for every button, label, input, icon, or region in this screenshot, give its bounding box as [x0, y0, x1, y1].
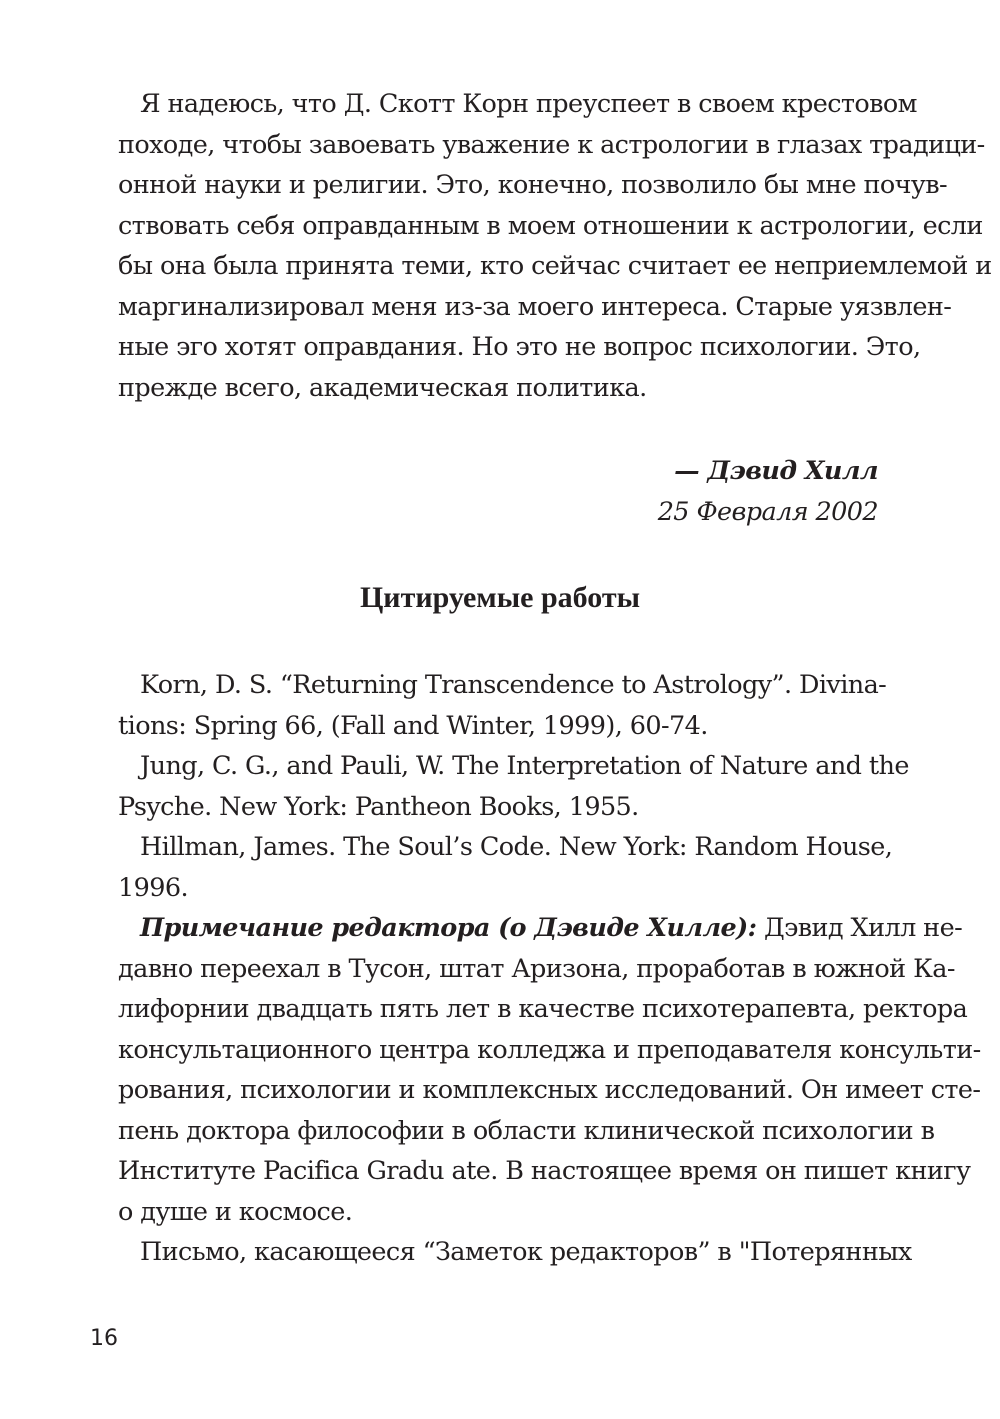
editor-note-line: давно переехал в Тусон, штат Аризона, проработав в южной Ка- [118, 953, 955, 984]
author-name: — Дэвид Хилл [674, 456, 878, 486]
editor-note-first-line [118, 908, 963, 949]
editor-note-line: Институте Pacifica Gradu ate. В настоящее время он пишет книгу [118, 1156, 971, 1186]
paragraph-line: Я надеюсь, что Д. Скотт Корн преуспеет в своем крестовом [140, 89, 917, 119]
paragraph-line: походе, чтобы завоевать уважение к астрологии в глазах традици- [118, 129, 985, 160]
editor-note-text: Дэвид Хилл не- [756, 913, 963, 943]
editor-note-line: пень доктора философии в области клинической психологии в [118, 1115, 935, 1146]
signature-author [674, 456, 878, 486]
editor-note-line: лифорнии двадцать пять лет в качестве психотерапевта, ректора [118, 994, 968, 1024]
paragraph-line: бы она была принята теми, кто сейчас считает ее неприемлемой и [118, 251, 992, 281]
page-number: 16 [90, 1326, 118, 1351]
paragraph-line: онной науки и религии. Это, конечно, позволило бы мне почув- [118, 170, 948, 200]
signature-date [658, 497, 878, 527]
editor-note-line: консультационного центра колледжа и преподавателя консульти- [118, 1034, 981, 1065]
works-cited-list [118, 665, 981, 1273]
paragraph-line: маргинализировал меня из-за моего интереса. Старые уязвлен- [118, 291, 952, 322]
reference-line: tions: Spring 66, (Fall and Winter, 1999), 60-74. [118, 710, 708, 741]
reference-line: 1996. [118, 872, 189, 903]
paragraph-line: ные эго хотят оправдания. Но это не вопрос психологии. Это, [118, 332, 921, 362]
works-cited-heading: Цитируемые работы [359, 581, 641, 614]
reference-line: Korn, D. S. “Returning Transcendence to Astrology”. Divina- [140, 670, 887, 700]
letter-intro-line: Письмо, касающееся “Заметок редакторов” в "Потерянных [140, 1237, 912, 1267]
letter-date: 25 Февраля 2002 [657, 497, 878, 527]
reference-line: Psyche. New York: Pantheon Books, 1955. [118, 791, 639, 822]
paragraph-line: прежде всего, академическая политика. [118, 372, 647, 403]
reference-line: Hillman, James. The Soul’s Code. New York: Random House, [140, 832, 893, 862]
reference-line: Jung, C. G., and Pauli, W. The Interpretation of Nature and the [140, 751, 909, 781]
paragraph-line: ствовать себя оправданным в моем отношении к астрологии, если [118, 210, 983, 241]
editor-note-label: Примечание редактора (о Дэвиде Хилле): [140, 913, 757, 943]
editor-note-line: рования, психологии и комплексных исследований. Он имеет сте- [118, 1075, 981, 1105]
editor-note-line: о душе и космосе. [118, 1196, 353, 1227]
closing-paragraph [118, 84, 992, 408]
